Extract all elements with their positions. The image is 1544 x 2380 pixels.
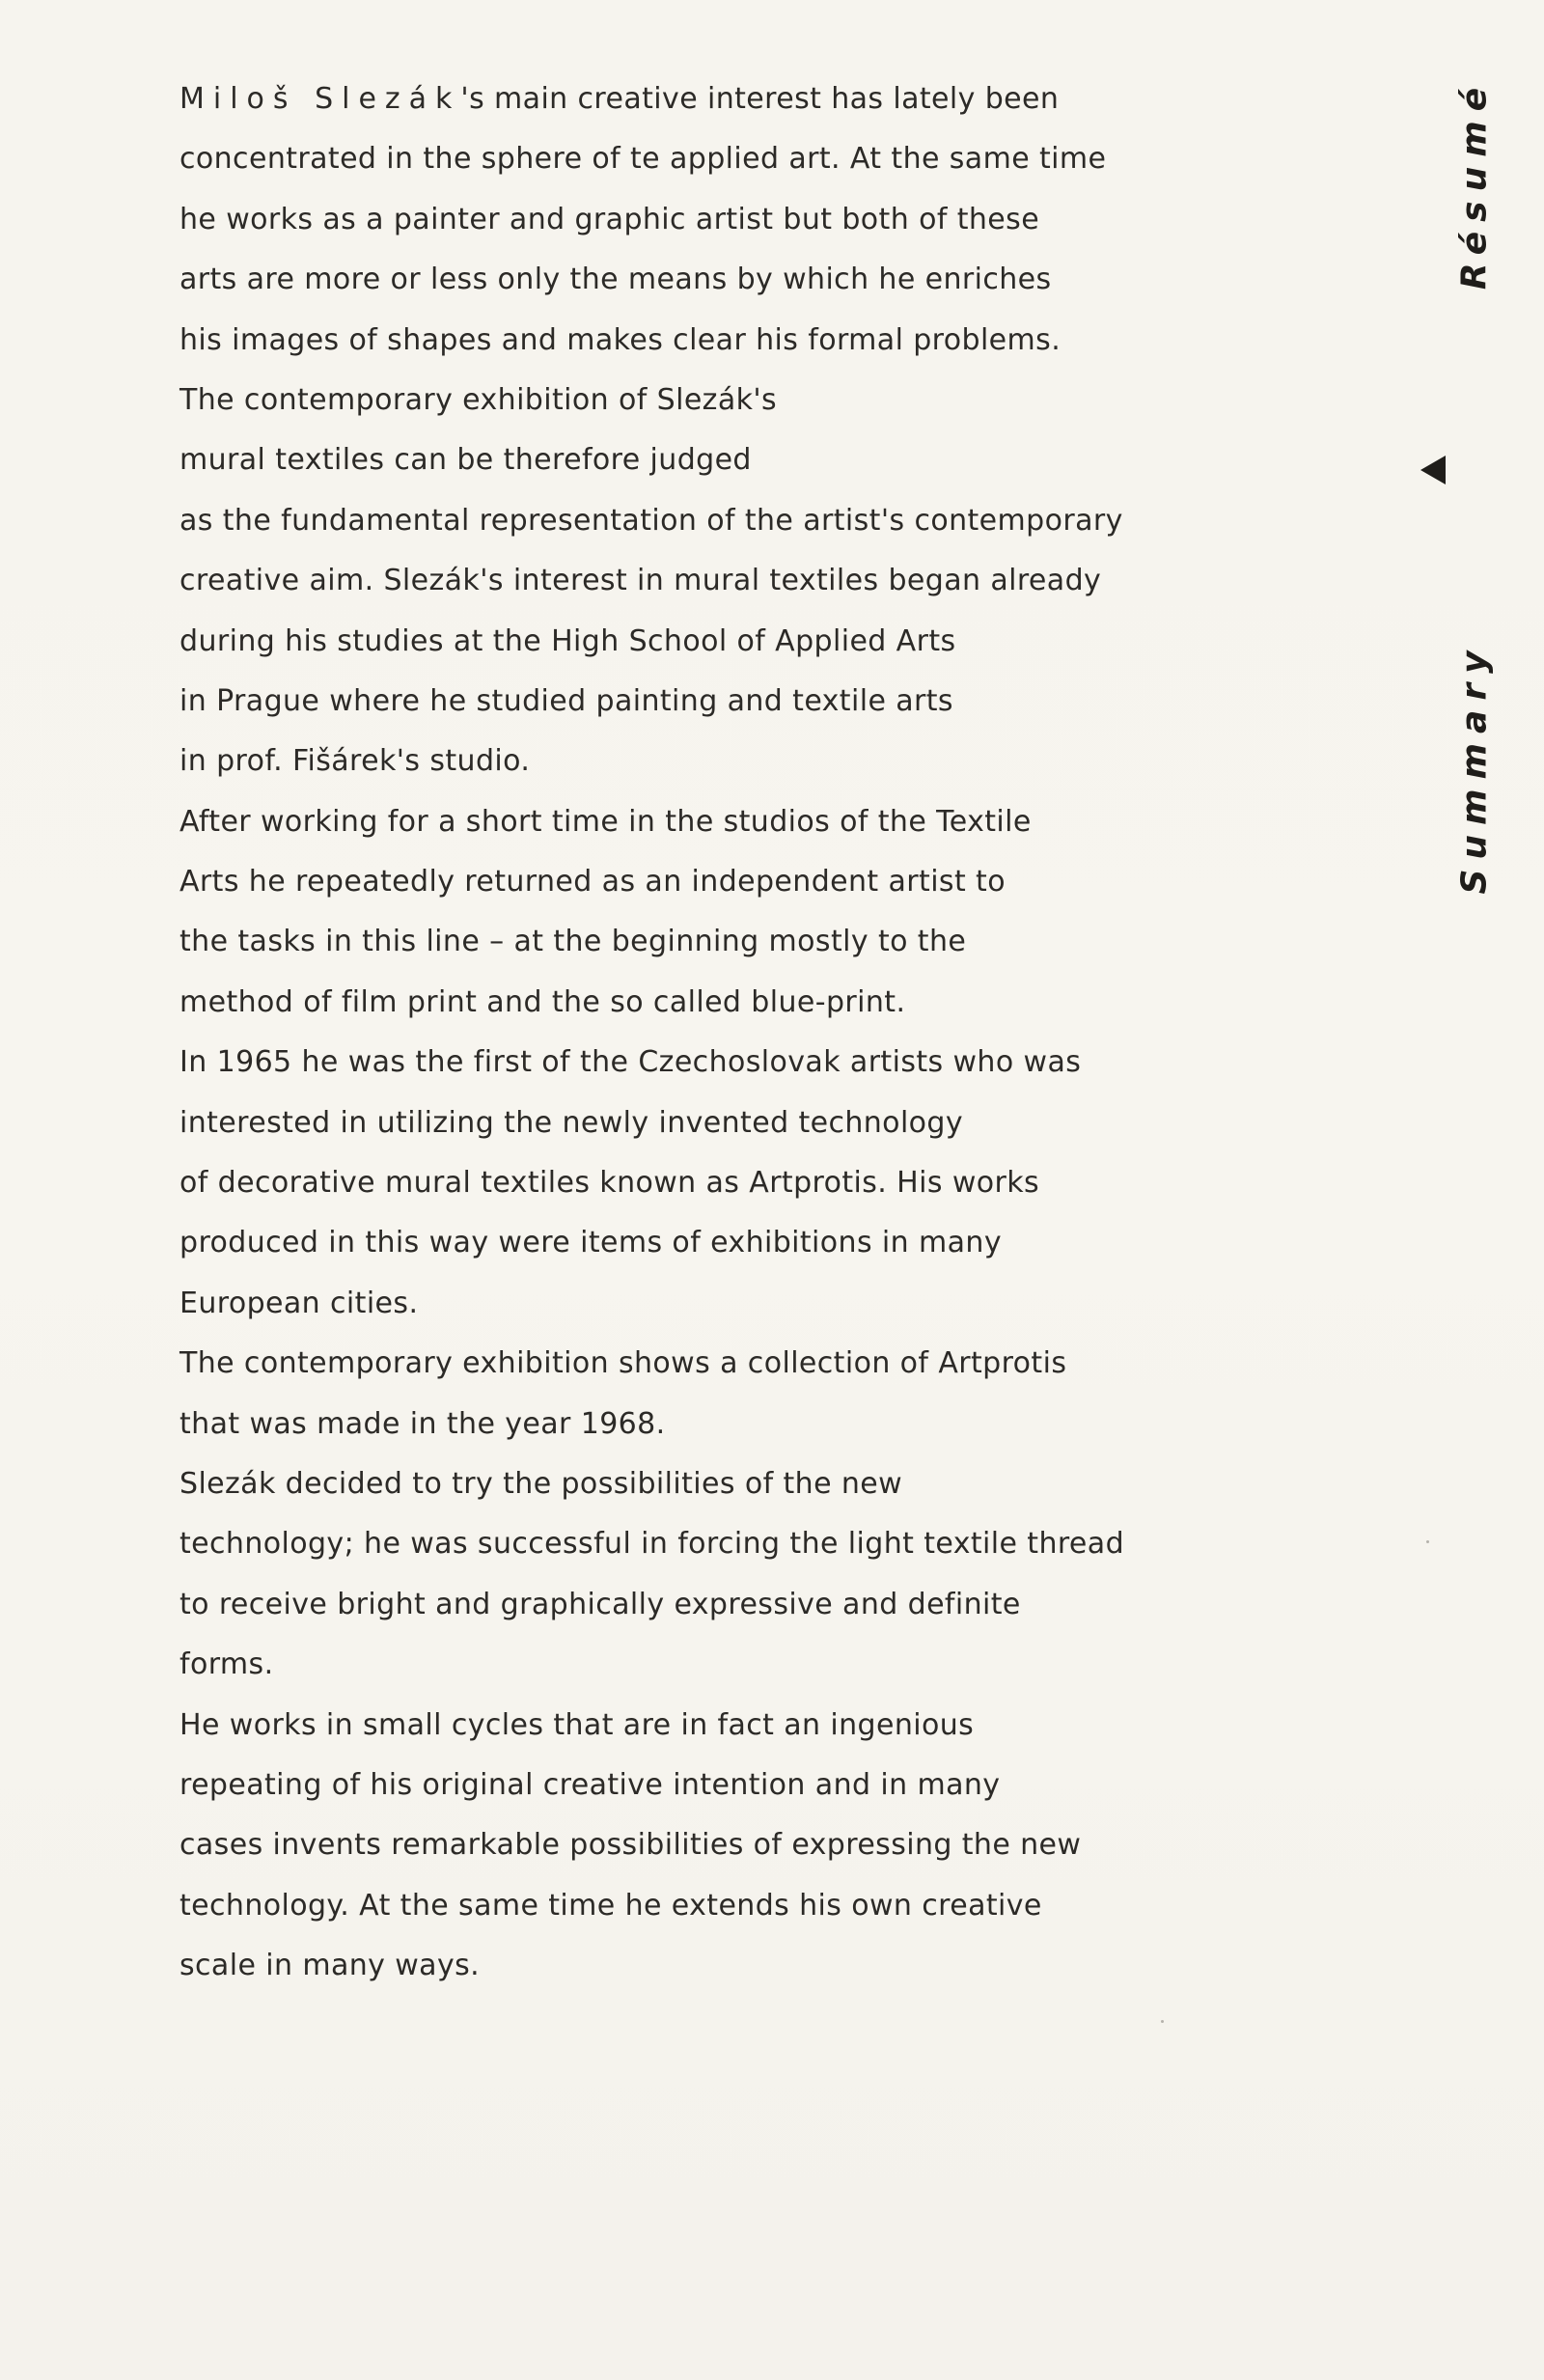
text-line-19: of decorative mural textiles known as Artprotis. His works [179, 1166, 1040, 1201]
text-line-32: scale in many ways. [179, 1949, 481, 1983]
text-line-7: mural textiles can be therefore judged [179, 443, 752, 478]
text-line-1 [179, 69, 1193, 129]
text-line-31: technology. At the same time he extends his own creative [179, 1888, 1042, 1923]
text-line-11: in Prague where he studied painting and textile arts [179, 683, 953, 718]
text-line-13: After working for a short time in the studios of the Textile [179, 804, 1032, 839]
text-line-8: as the fundamental representation of the artist's contemporary [179, 503, 1123, 538]
text-line-15: the tasks in this line – at the beginning mostly to the [179, 925, 967, 959]
resume-label: Résumé [1454, 77, 1495, 291]
text-line-21: European cities. [179, 1286, 419, 1320]
text-line-18: interested in utilizing the newly invented technology [179, 1105, 964, 1140]
text-line-2: concentrated in the sphere of te applied art. At the same time [179, 142, 1107, 177]
text-line-17: In 1965 he was the first of the Czechoslovak artists who was [179, 1045, 1082, 1080]
text-line-14: Arts he repeatedly returned as an independent artist to [179, 865, 1006, 899]
text-line-25: technology; he was successful in forcing the light textile thread [179, 1527, 1125, 1562]
summary-body [179, 69, 1193, 1997]
text-line-9: creative aim. Slezák's interest in mural textiles began already [179, 564, 1102, 598]
text-line-29: repeating of his original creative intention and in many [179, 1767, 1001, 1802]
paper-speck [1426, 1540, 1429, 1543]
text-line-22: The contemporary exhibition shows a collection of Artprotis [179, 1346, 1067, 1381]
text-line-3: he works as a painter and graphic artist but both of these [179, 202, 1040, 236]
text-line-30: cases invents remarkable possibilities of expressing the new [179, 1828, 1082, 1863]
text-line-28: He works in small cycles that are in fact an ingenious [179, 1707, 975, 1742]
text-line-23: that was made in the year 1968. [179, 1406, 666, 1441]
text-line-6: The contemporary exhibition of Slezák's [179, 382, 778, 417]
artist-name: Miloš Slezák [179, 82, 461, 116]
text-line-20: produced in this way were items of exhibitions in many [179, 1226, 1002, 1260]
triangle-left-icon [1419, 454, 1448, 486]
text-line-5: his images of shapes and makes clear his formal problems. [179, 322, 1062, 357]
text-line-16: method of film print and the so called blue-print. [179, 984, 906, 1019]
text-line-1-rest: 's main creative interest has lately been [460, 82, 1060, 116]
text-line-24: Slezák decided to try the possibilities of the new [179, 1466, 903, 1501]
text-line-26: to receive bright and graphically expressive and definite [179, 1587, 1021, 1621]
text-line-12: in prof. Fišárek's studio. [179, 744, 531, 779]
text-line-10: during his studies at the High School of Applied Arts [179, 623, 956, 658]
text-line-27: forms. [179, 1647, 274, 1682]
paper-speck [1161, 2020, 1164, 2023]
summary-label: Summary [1454, 641, 1495, 895]
text-line-4: arts are more or less only the means by which he enriches [179, 263, 1052, 297]
